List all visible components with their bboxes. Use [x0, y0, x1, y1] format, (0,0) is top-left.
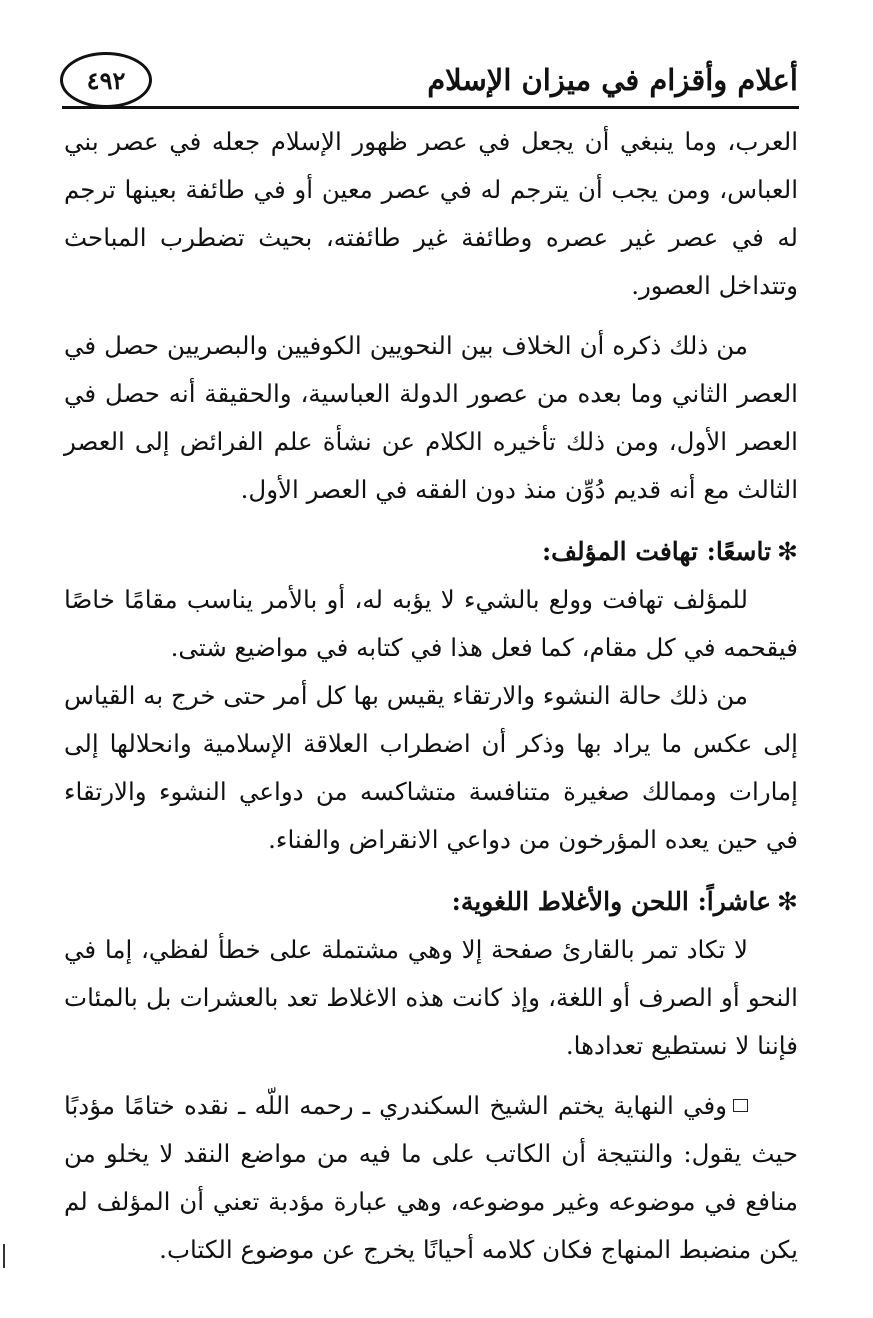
paragraph: من ذلك حالة النشوء والارتقاء يقيس بها كل أمر حتى خرج به القياس إلى عكس ما يراد بها وذكر أن اضطراب العلاقة الإسلامية وانحلالها إلى إمارات وممالك صغيرة متنافسة متشاكسه من دواعي النشوء والارتقاء في حين يعده المؤرخون من دواعي الانقراض والفناء. — [64, 681, 798, 854]
paragraph: للمؤلف تهافت وولع بالشيء لا يؤبه له، أو بالأمر يناسب مقامًا خاصًا فيقحمه في كل مقام، كما فعل هذا في كتابه في مواضيع شتى. — [64, 585, 798, 662]
paragraph: لا تكاد تمر بالقارئ صفحة إلا وهي مشتملة على خطأ لفظي، إما في النحو أو الصرف أو اللغة، وإذ كانت هذه الاغلاط تعد بالعشرات بل بالمئات فإننا لا نستطيع تعدادها. — [64, 935, 798, 1060]
section-heading: ✻تاسعًا: تهافت المؤلف: — [541, 537, 798, 566]
running-title: أعلام وأقزام في ميزان الإسلام — [427, 63, 798, 97]
paragraph: من ذلك ذكره أن الخلاف بين النحويين الكوفيين والبصريين حصل في العصر الثاني وما بعده من عصور الدولة العباسية، والحقيقة أنه حصل في العصر الأول، ومن ذلك تأخيره الكلام عن نشأة علم الفرائض إلى العصر الثالث مع أنه قديم دُوِّن منذ دون الفقه في العصر الأول. — [64, 331, 798, 504]
page-header — [60, 52, 798, 110]
asterisk-icon: ✻ — [777, 887, 798, 916]
paragraph: وفي النهاية يختم الشيخ السكندري ـ رحمه اللّه ـ نقده ختامًا مؤدبًا حيث يقول: والنتيجة أن الكاتب على ما فيه من مواضع النقد لا يخلو من منافع في موضوعه وغير موضوعه، وهي عبارة مؤدبة تعني أن المؤلف لم يكن منضبط المنهاج فكان كلامه أحيانًا يخرج عن موضوع الكتاب. — [64, 1091, 798, 1264]
header-rule — [62, 106, 799, 109]
page-body — [64, 118, 798, 1274]
paragraph: العرب، وما ينبغي أن يجعل في عصر ظهور الإسلام جعله في عصر بني العباس، ومن يجب أن يترجم له في عصر معين أو في طائفة بعينها ترجم له في عصر غير عصره وطائفة غير طائفته، بحيث تضطرب المباحث وتتداخل العصور. — [64, 127, 798, 300]
margin-mark — [3, 1244, 5, 1268]
page-number: ٤٩٢ — [60, 52, 152, 108]
section-heading: ✻عاشراً: اللحن والأغلاط اللغوية: — [451, 887, 798, 916]
box-icon — [733, 1099, 748, 1112]
asterisk-icon: ✻ — [777, 537, 798, 566]
